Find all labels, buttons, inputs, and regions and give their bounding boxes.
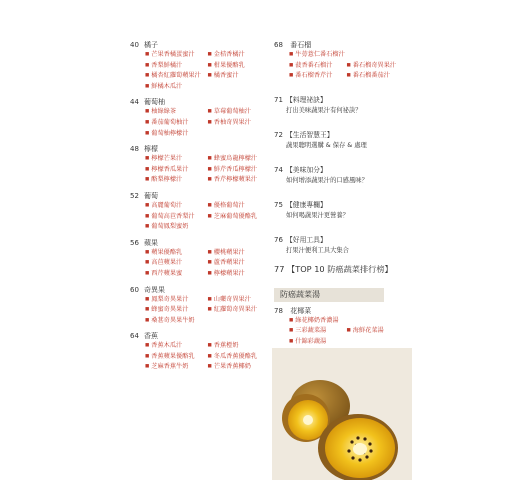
recipe-list	[130, 248, 270, 280]
recipe-link[interactable]: ■ 什錦彩蔬湯	[289, 337, 404, 348]
recipe-link[interactable]: ■ 芒果香橘蛋蜜汁	[145, 50, 208, 61]
recipe-link[interactable]: ■ 三彩蔬菜湯	[289, 326, 347, 337]
recipe-link[interactable]: ■ 草莓葡萄柚汁	[208, 107, 271, 118]
recipe-link[interactable]: ■ 鮮芹香瓜檸檬汁	[208, 165, 271, 176]
entry-subtitle: 如何增添蔬果汁的口感風味？	[286, 176, 368, 184]
feature-entries	[274, 87, 404, 256]
section-title: 葡萄柚	[144, 98, 165, 107]
toc-section	[130, 191, 270, 233]
recipe-link[interactable]: ■ 綠花椰奶香濃湯	[289, 316, 404, 327]
recipe-link[interactable]: ■ 橘香蜜汁	[208, 71, 271, 82]
entry-page-number: 76	[274, 235, 283, 244]
recipe-link[interactable]: ■ 蜂蜜奇異果汁	[145, 305, 208, 316]
feature-entry[interactable]	[274, 87, 404, 116]
kiwi-fruit-photo	[272, 348, 412, 480]
recipe-link[interactable]: ■ 金桔香橘汁	[208, 50, 271, 61]
section-title: 橘子	[144, 41, 158, 49]
toc-section	[130, 97, 270, 139]
recipe-link[interactable]: ■ 牛蒡薏仁番石榴汁	[289, 50, 404, 61]
entry-tag: 【料理祕訣】	[286, 95, 327, 104]
section-title: 葡萄	[144, 191, 158, 200]
right-toc-column	[274, 40, 404, 363]
feature-entry[interactable]	[274, 157, 404, 186]
recipe-link[interactable]: ■ 橘杏紅蘿蔔蘋果汁	[145, 71, 208, 82]
toc-section	[130, 144, 270, 186]
feature-entry[interactable]	[274, 122, 404, 151]
recipe-list	[130, 154, 270, 186]
toc-section	[130, 331, 270, 373]
recipe-link[interactable]: ■ 紅蘿蔔奇異果汁	[208, 305, 271, 316]
recipe-link[interactable]: ■ 高苣蘋果汁	[145, 258, 208, 269]
recipe-link[interactable]: ■ 檸檬香瓜果汁	[145, 165, 208, 176]
recipe-link[interactable]: ■ 芒果香蕉椰奶	[208, 362, 271, 373]
recipe-link[interactable]: ■ 鳳梨奇異果汁	[145, 295, 208, 306]
entry-subtitle: 蔬果聰明選購 & 保存 & 處理	[286, 141, 367, 149]
section-page-number: 48	[130, 145, 139, 154]
recipe-link[interactable]: ■ 柚綠綠茶	[145, 107, 208, 118]
recipe-link[interactable]: ■ 蜂蜜烏龍檸檬汁	[208, 154, 271, 165]
toc-section	[130, 238, 270, 280]
entry-tag: 【健康專欄】	[286, 200, 327, 209]
entry-tag: 【好用工具】	[286, 235, 327, 244]
entry-tag: 【美味加分】	[286, 165, 327, 174]
section-page-number: 40	[130, 41, 139, 49]
section-page-number: 56	[130, 238, 139, 247]
entry-page-number: 74	[274, 165, 283, 174]
section-title: 檸檬	[144, 145, 158, 154]
top10-page-number: 77	[274, 263, 285, 274]
recipe-link[interactable]: ■ 蘆香蘋果汁	[208, 258, 271, 269]
recipe-link[interactable]: ■ 香芹檸檬蘋果汁	[208, 175, 271, 186]
section-title: 香蕉	[144, 332, 158, 341]
left-toc-column	[130, 40, 270, 378]
recipe-list	[130, 107, 270, 139]
toc-section-guava	[274, 40, 404, 82]
entry-page-number: 71	[274, 95, 283, 104]
recipe-link[interactable]: ■ 香柚奇異果汁	[208, 118, 271, 129]
recipe-link[interactable]: ■ 西芹蘋果蜜	[145, 269, 208, 280]
recipe-link[interactable]: ■ 檸檬蘋果汁	[208, 269, 271, 280]
section-page-number: 52	[130, 191, 139, 200]
recipe-link[interactable]: ■ 冬瓜香蕉優酪乳	[208, 352, 271, 363]
toc-section	[130, 285, 270, 327]
recipe-link[interactable]: ■ 優格葡萄汁	[208, 201, 271, 212]
recipe-link[interactable]: ■ 香梨鮮橘汁	[145, 61, 208, 72]
recipe-link[interactable]: ■ 柑果優酪乳	[208, 61, 271, 72]
recipe-link[interactable]: ■ 菠香番石榴汁	[289, 61, 347, 72]
feature-entry[interactable]	[274, 192, 404, 221]
toc-section	[130, 40, 270, 92]
recipe-link[interactable]: ■ 酪梨檸檬汁	[145, 175, 208, 186]
section-page-number: 64	[130, 332, 139, 341]
recipe-list	[130, 50, 270, 92]
recipe-link[interactable]: ■ 芝麻葡萄優酪乳	[208, 212, 271, 223]
section-title: 奇異果	[144, 285, 165, 294]
recipe-link[interactable]: ■ 香蕉橙奶	[208, 341, 271, 352]
section-page-number: 68	[274, 41, 283, 49]
recipe-link[interactable]: ■ 葡萄鳳梨蜜奶	[145, 222, 208, 233]
feature-entry[interactable]	[274, 227, 404, 256]
entry-subtitle: 打出美味蔬果汁有何祕訣？	[286, 106, 362, 114]
entry-tag: 【生活智慧王】	[286, 130, 334, 139]
recipe-list	[274, 50, 404, 82]
recipe-list	[130, 295, 270, 327]
section-page-number: 44	[130, 98, 139, 107]
recipe-link[interactable]: ■ 蘋果優酪乳	[145, 248, 208, 259]
section-page-number: 78	[274, 306, 283, 315]
recipe-link[interactable]: ■ 香蕉木瓜汁	[145, 341, 208, 352]
recipe-link[interactable]: ■ 櫻桃蘋果汁	[208, 248, 271, 259]
recipe-link[interactable]: ■ 高麗葡萄汁	[145, 201, 208, 212]
entry-page-number: 75	[274, 200, 283, 209]
recipe-link[interactable]: ■ 鮮橘木瓜汁	[145, 82, 208, 93]
entry-subtitle: 打果汁便利工具大集合	[286, 246, 349, 254]
recipe-link[interactable]: ■ 番石榴香芹汁	[289, 71, 347, 82]
recipe-link[interactable]: ■ 香蕉蘋果優酪乳	[145, 352, 208, 363]
section-title: 花椰菜	[290, 306, 312, 315]
recipe-link[interactable]: ■ 葡萄高苣香梨汁	[145, 212, 208, 223]
section-page-number: 60	[130, 285, 139, 294]
entry-page-number: 72	[274, 130, 283, 139]
top10-entry[interactable]	[274, 262, 404, 276]
recipe-link[interactable]: ■ 芝麻香蕉牛奶	[145, 362, 208, 373]
recipe-link[interactable]: ■ 番茄葡萄柚汁	[145, 118, 208, 129]
recipe-list	[130, 341, 270, 373]
recipe-link[interactable]: ■ 檸檬芒果汁	[145, 154, 208, 165]
recipe-link[interactable]: ■ 番石榴番茄汁	[347, 71, 405, 82]
recipe-link[interactable]: ■ 番石榴奇異果汁	[347, 61, 405, 72]
soup-banner: 防癌蔬菜湯	[274, 288, 384, 302]
top10-title: 【TOP 10 防癌蔬菜排行榜】	[287, 263, 393, 274]
entry-subtitle: 如何喝蔬果汁更營養？	[286, 211, 349, 219]
recipe-link[interactable]: ■ 海鮮花菜湯	[347, 326, 405, 337]
recipe-link[interactable]: ■ 山藥奇異果汁	[208, 295, 271, 306]
recipe-link[interactable]: ■ 桑葚奇異果牛奶	[145, 316, 208, 327]
recipe-link[interactable]: ■ 葡萄柚檸檬汁	[145, 129, 208, 140]
recipe-list	[130, 201, 270, 233]
section-title: 蘋果	[144, 238, 158, 247]
section-title: 番石榴	[290, 41, 312, 49]
